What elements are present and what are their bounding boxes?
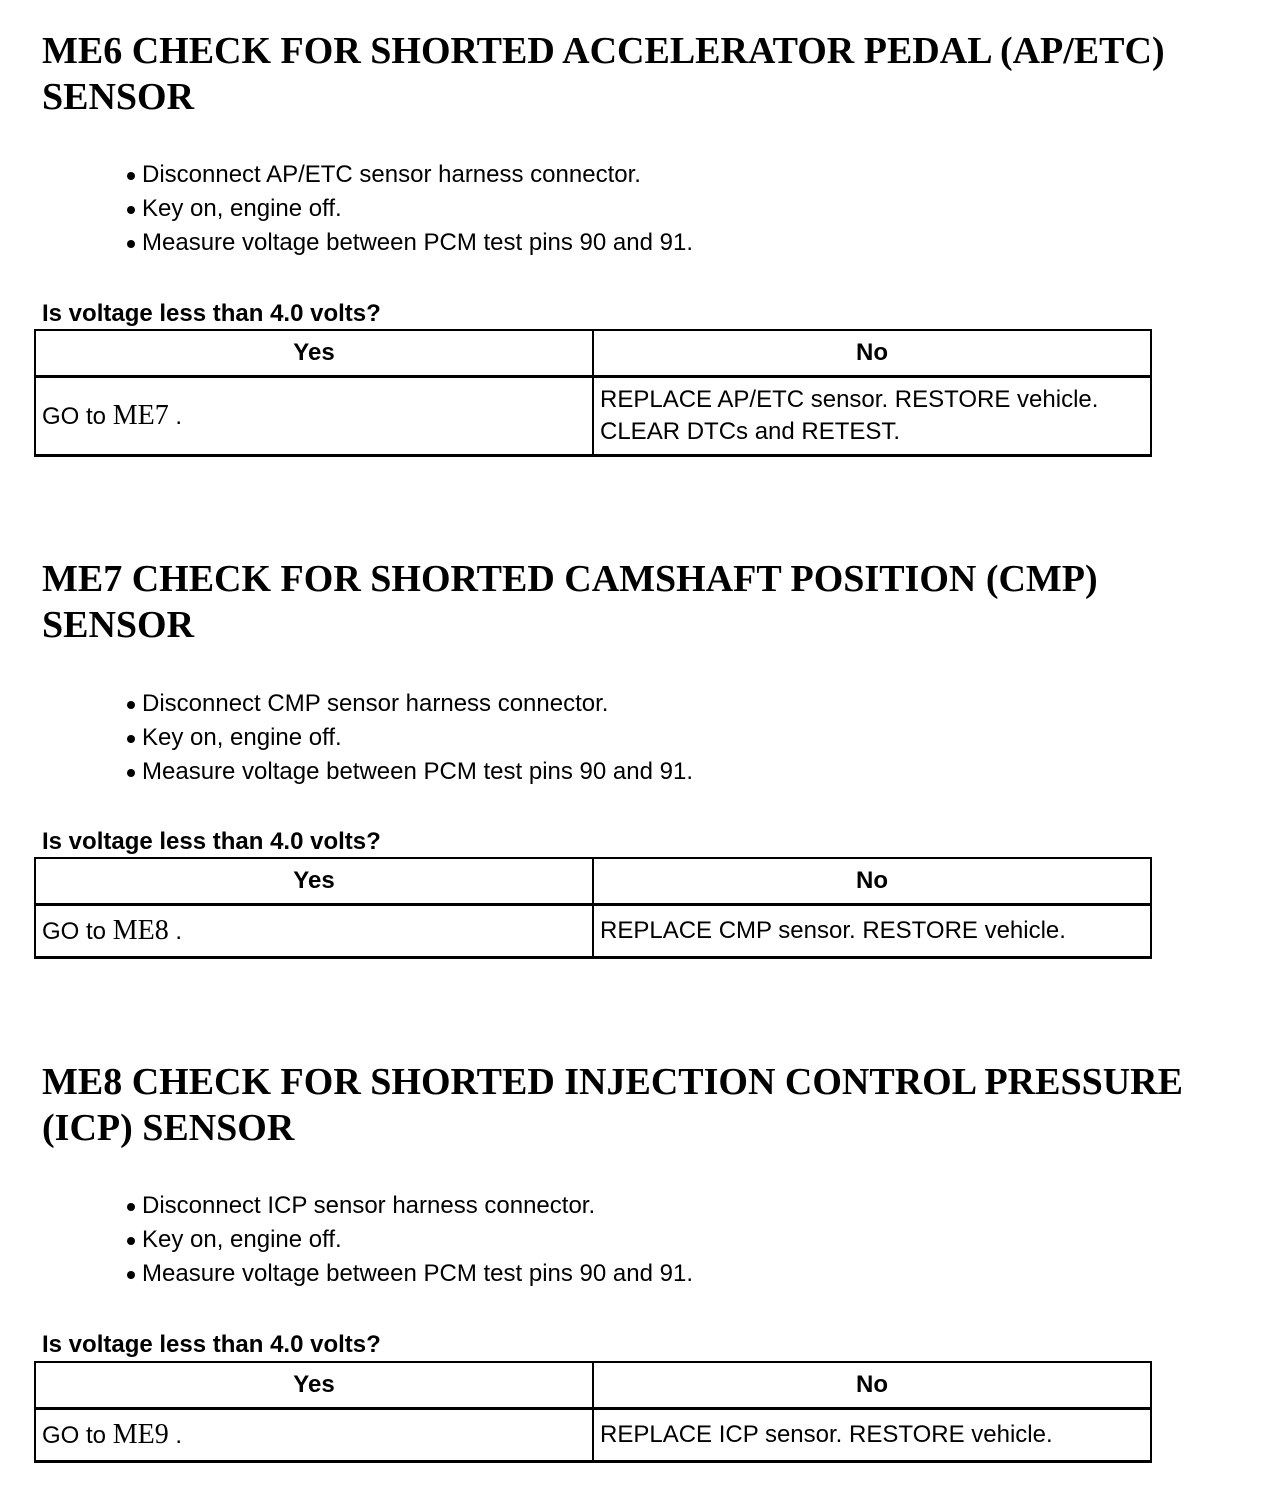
yes-header: Yes xyxy=(35,1362,593,1409)
bullet-icon xyxy=(127,1203,135,1211)
no-header: No xyxy=(593,1362,1151,1409)
no-cell: REPLACE ICP sensor. RESTORE vehicle. xyxy=(593,1409,1151,1462)
step-text: Disconnect ICP sensor harness connector. xyxy=(142,1192,596,1219)
table-header-row xyxy=(35,858,1151,905)
goto-suffix: . xyxy=(175,402,183,430)
step-item xyxy=(124,226,693,260)
step-item xyxy=(124,158,693,192)
goto-prefix: GO to xyxy=(42,1421,107,1449)
bullet-icon xyxy=(127,240,135,248)
table-header-row xyxy=(35,1362,1151,1409)
no-header: No xyxy=(593,330,1151,377)
goto-me8-link[interactable]: ME8 xyxy=(112,914,169,946)
step-list xyxy=(124,158,693,260)
section-title: ME7 CHECK FOR SHORTED CAMSHAFT POSITION (CMP) SENSOR xyxy=(42,558,1098,646)
no-header: No xyxy=(593,858,1151,905)
bullet-icon xyxy=(127,172,135,180)
decision-table xyxy=(34,329,1152,457)
goto-me9-link[interactable]: ME9 xyxy=(112,1418,169,1450)
step-list xyxy=(124,687,693,789)
step-text: Key on, engine off. xyxy=(142,1226,342,1253)
decision-table xyxy=(34,857,1152,959)
step-item xyxy=(124,687,693,721)
yes-cell xyxy=(35,1409,593,1462)
step-item xyxy=(124,721,693,755)
step-text: Disconnect AP/ETC sensor harness connector. xyxy=(142,161,641,188)
step-item xyxy=(124,1223,693,1257)
section-title: ME8 CHECK FOR SHORTED INJECTION CONTROL PRESSURE (ICP) SENSOR xyxy=(42,1061,1183,1149)
step-text: Key on, engine off. xyxy=(142,724,342,751)
bullet-icon xyxy=(127,206,135,214)
bullet-icon xyxy=(127,1271,135,1279)
question-text: Is voltage less than 4.0 volts? xyxy=(42,828,381,855)
bullet-icon xyxy=(127,769,135,777)
goto-me7-link[interactable]: ME7 xyxy=(112,399,169,431)
step-text: Disconnect CMP sensor harness connector. xyxy=(142,690,609,717)
bullet-icon xyxy=(127,701,135,709)
question-text: Is voltage less than 4.0 volts? xyxy=(42,300,381,327)
step-text: Measure voltage between PCM test pins 90 and 91. xyxy=(142,758,693,785)
step-item xyxy=(124,1257,693,1291)
bullet-icon xyxy=(127,735,135,743)
decision-table xyxy=(34,1361,1152,1463)
step-item xyxy=(124,1189,693,1223)
step-item xyxy=(124,755,693,789)
goto-prefix: GO to xyxy=(42,402,107,430)
goto-suffix: . xyxy=(175,917,183,945)
no-cell: REPLACE CMP sensor. RESTORE vehicle. xyxy=(593,905,1151,958)
no-cell: REPLACE AP/ETC sensor. RESTORE vehicle. CLEAR DTCs and RETEST. xyxy=(593,377,1151,456)
step-text: Key on, engine off. xyxy=(142,195,342,222)
table-row xyxy=(35,1409,1151,1462)
table-header-row xyxy=(35,330,1151,377)
goto-prefix: GO to xyxy=(42,917,107,945)
step-text: Measure voltage between PCM test pins 90 and 91. xyxy=(142,1260,693,1287)
yes-cell xyxy=(35,377,593,456)
table-row xyxy=(35,905,1151,958)
step-item xyxy=(124,192,693,226)
yes-header: Yes xyxy=(35,858,593,905)
step-text: Measure voltage between PCM test pins 90 and 91. xyxy=(142,229,693,256)
bullet-icon xyxy=(127,1237,135,1245)
goto-suffix: . xyxy=(175,1421,183,1449)
step-list xyxy=(124,1189,693,1291)
yes-cell xyxy=(35,905,593,958)
question-text: Is voltage less than 4.0 volts? xyxy=(42,1331,381,1358)
yes-header: Yes xyxy=(35,330,593,377)
table-row xyxy=(35,377,1151,456)
section-title: ME6 CHECK FOR SHORTED ACCELERATOR PEDAL (AP/ETC) SENSOR xyxy=(42,30,1165,118)
